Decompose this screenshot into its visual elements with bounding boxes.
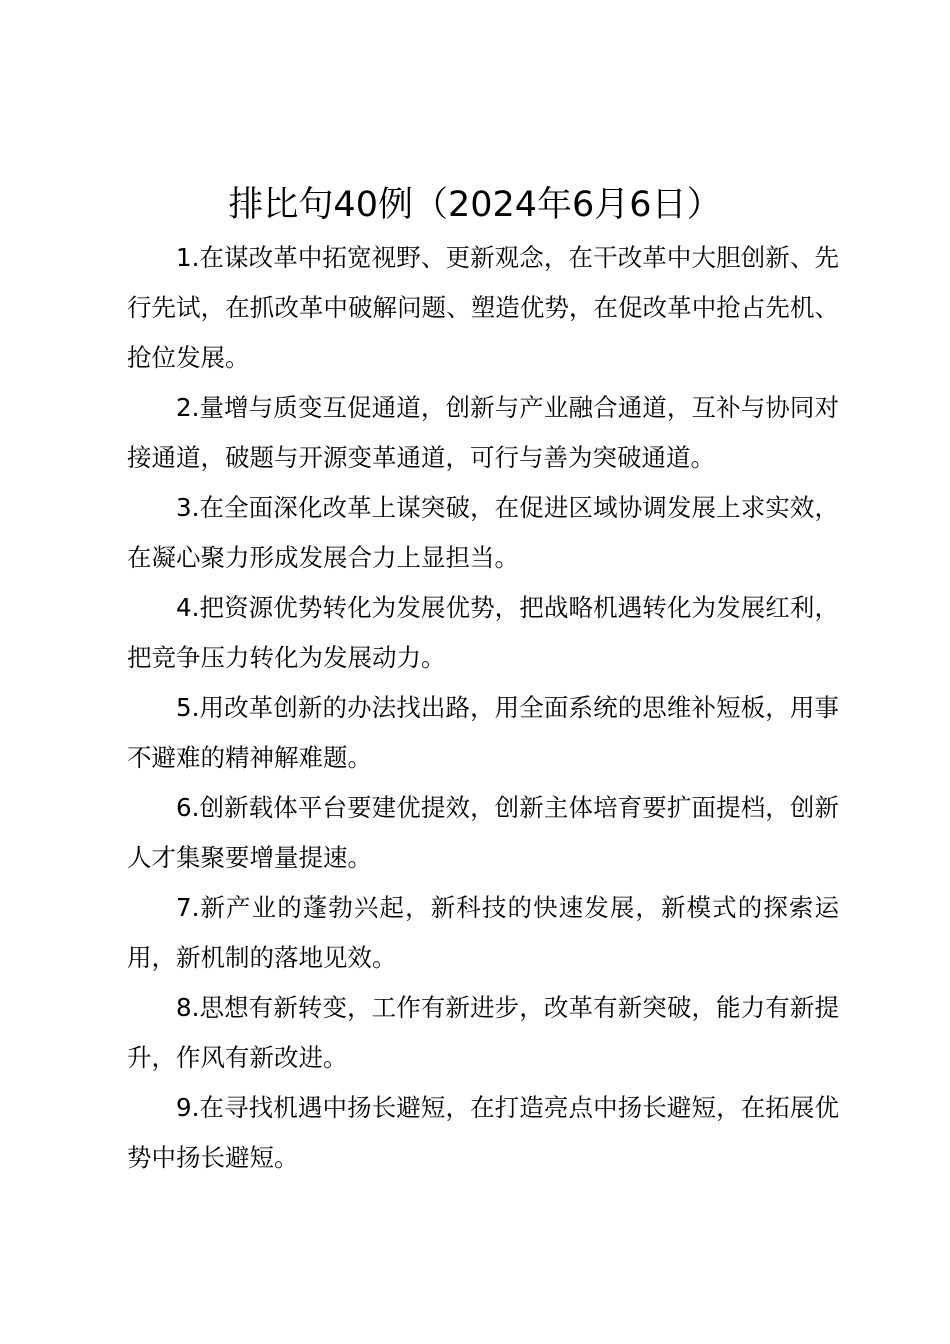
paragraph-2: 2.量增与质变互促通道，创新与产业融合通道，互补与协同对接通道，破题与开源变革通道，可行与善为突破通道。 [127, 393, 839, 472]
paragraph-5: 5.用改革创新的办法找出路，用全面系统的思维补短板，用事不避难的精神解难题。 [127, 693, 839, 772]
paragraph-7: 7.新产业的蓬勃兴起，新科技的快速发展，新模式的探索运用，新机制的落地见效。 [127, 893, 839, 972]
paragraph-6: 6.创新载体平台要建优提效，创新主体培育要扩面提档，创新人才集聚要增量提速。 [127, 793, 839, 872]
paragraph-1: 1.在谋改革中拓宽视野、更新观念，在干改革中大胆创新、先行先试，在抓改革中破解问题、塑造优势，在促改革中抢占先机、抢位发展。 [127, 243, 839, 372]
document-title: 排比句40例（2024年6月6日） [228, 185, 722, 225]
document-body [127, 233, 839, 1183]
paragraph-8: 8.思想有新转变，工作有新进步，改革有新突破，能力有新提升，作风有新改进。 [127, 993, 839, 1072]
paragraph-3: 3.在全面深化改革上谋突破，在促进区域协调发展上求实效，在凝心聚力形成发展合力上显担当。 [127, 493, 839, 572]
paragraph-4: 4.把资源优势转化为发展优势，把战略机遇转化为发展红利，把竞争压力转化为发展动力。 [127, 593, 839, 672]
paragraph-9: 9.在寻找机遇中扬长避短，在打造亮点中扬长避短，在拓展优势中扬长避短。 [127, 1093, 839, 1172]
